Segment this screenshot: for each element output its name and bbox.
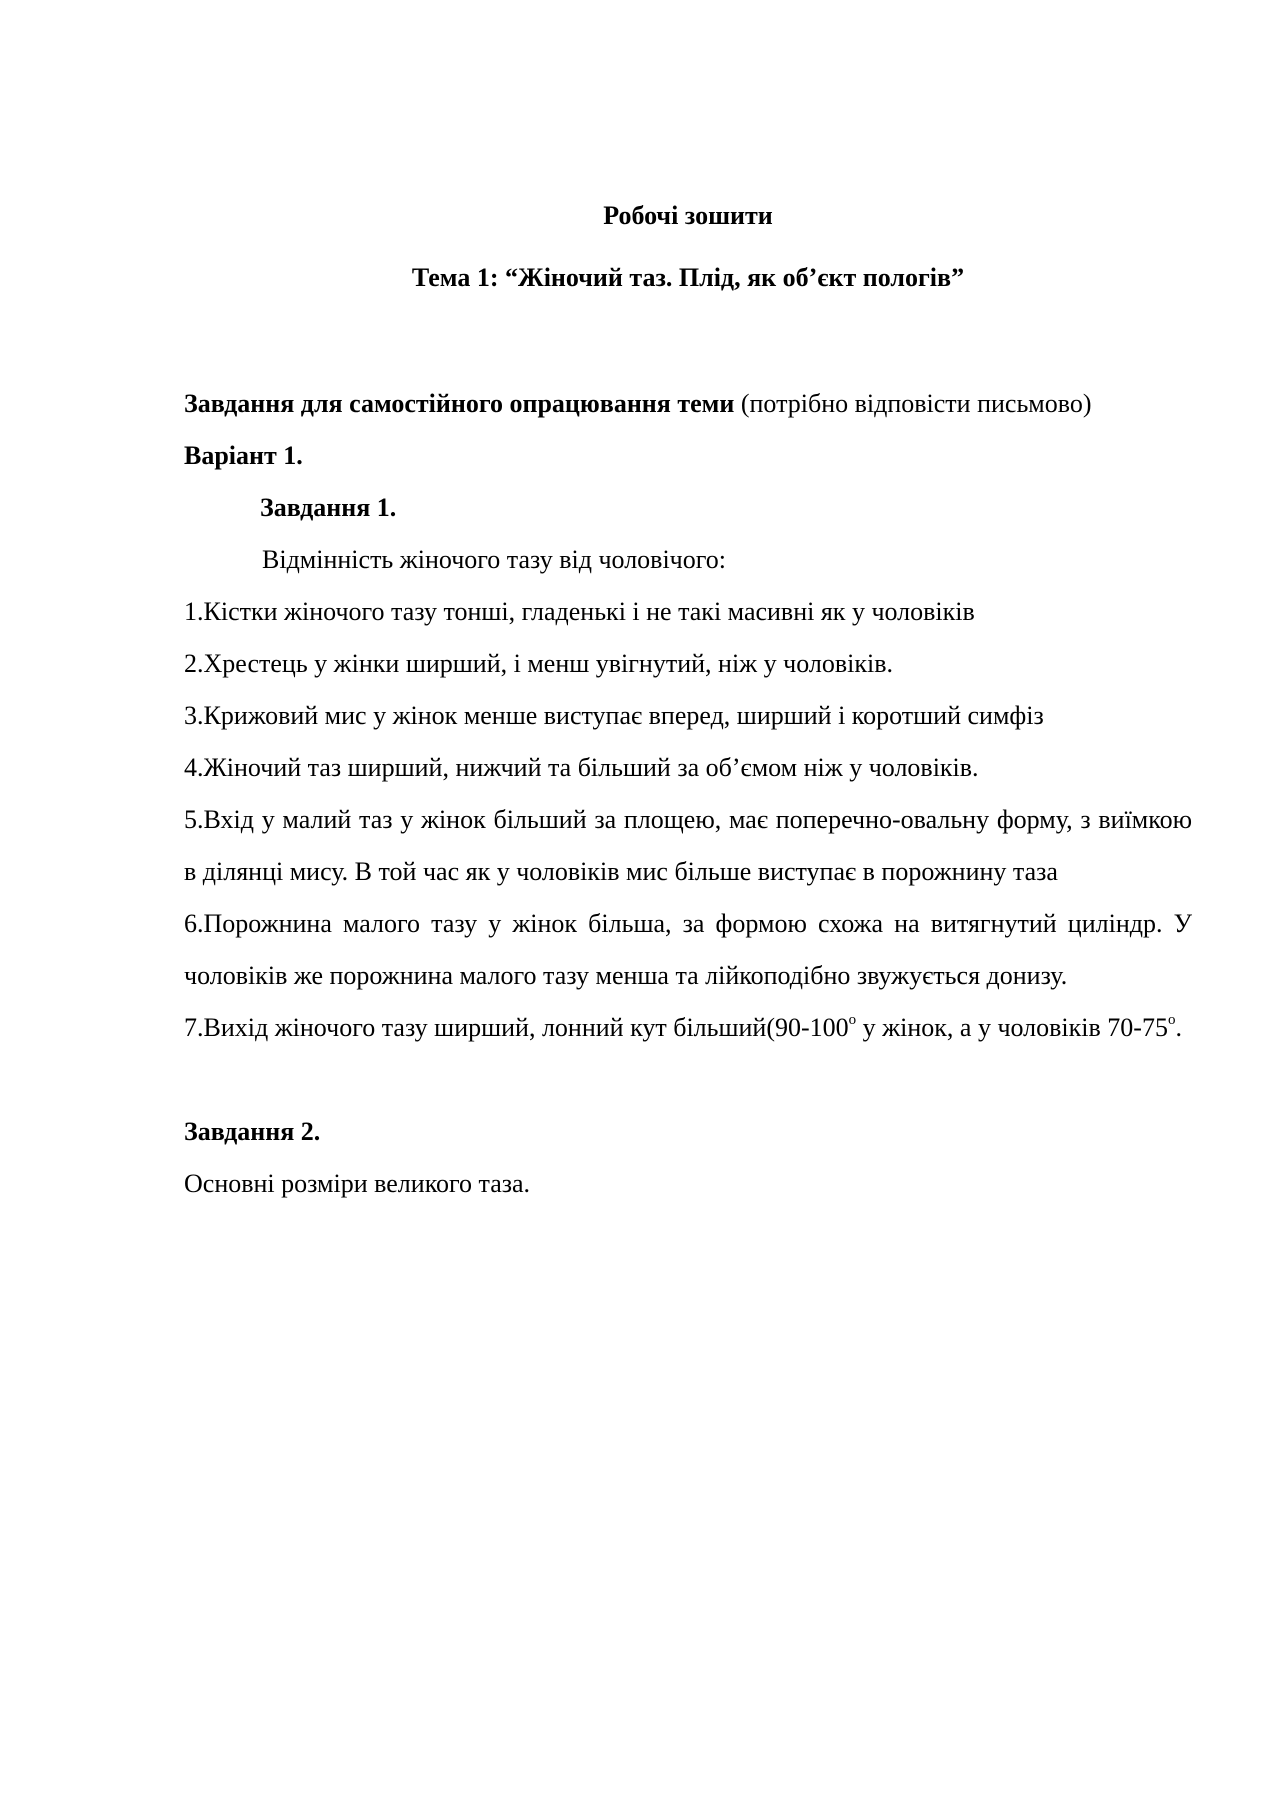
degree-sign: о <box>1167 1012 1176 1029</box>
intro-rest: (потрібно відповісти письмово) <box>734 389 1092 418</box>
list-item: 6.Порожнина малого тазу у жінок більша, за формою схожа на витягнутий циліндр. У чоловіків же порожнина малого тазу менша та лійкоподібно звужується донизу. <box>184 909 1192 990</box>
degree-sign: о <box>848 1012 857 1029</box>
page-title: Робочі зошити <box>603 201 773 230</box>
list-item: 2.Хрестець у жінки ширший, і менш увігнутий, ніж у чоловіків. <box>184 649 893 678</box>
list-item: 4.Жіночий таз ширший, нижчий та більший за об’ємом ніж у чоловіків. <box>184 753 979 782</box>
list-item: 1.Кістки жіночого тазу тонші, гладенькі і не такі масивні як у чоловіків <box>184 597 975 626</box>
intro-paragraph <box>184 378 1192 430</box>
item7-part3: . <box>1175 1013 1182 1042</box>
task2-heading: Завдання 2. <box>184 1117 321 1146</box>
intro-bold: Завдання для самостійного опрацювання теми <box>184 389 735 418</box>
variant-heading: Варіант 1. <box>184 441 303 470</box>
list-item: 5.Вхід у малий таз у жінок більший за площею, має поперечно-овальну форму, з виїмкою в ділянці мису. В той час як у чоловіків мис більше виступає в порожнину таза <box>184 805 1192 886</box>
task1-heading: Завдання 1. <box>260 493 397 522</box>
task1-lead: Відмінність жіночого тазу від чоловічого: <box>262 545 727 574</box>
topic-title: Тема 1: “Жіночий таз. Плід, як об’єкт пологів” <box>411 263 965 292</box>
item7-part1: 7.Вихід жіночого тазу ширший, лонний кут більший(90-100 <box>184 1013 849 1042</box>
list-item: 3.Крижовий мис у жінок менше виступає вперед, ширший і коротший симфіз <box>184 701 1044 730</box>
task2-text: Основні розміри великого таза. <box>184 1169 531 1198</box>
list-item-7 <box>184 1002 1192 1054</box>
document-body <box>184 190 1192 1210</box>
item7-part2: у жінок, а у чоловіків 70-75 <box>856 1013 1168 1042</box>
